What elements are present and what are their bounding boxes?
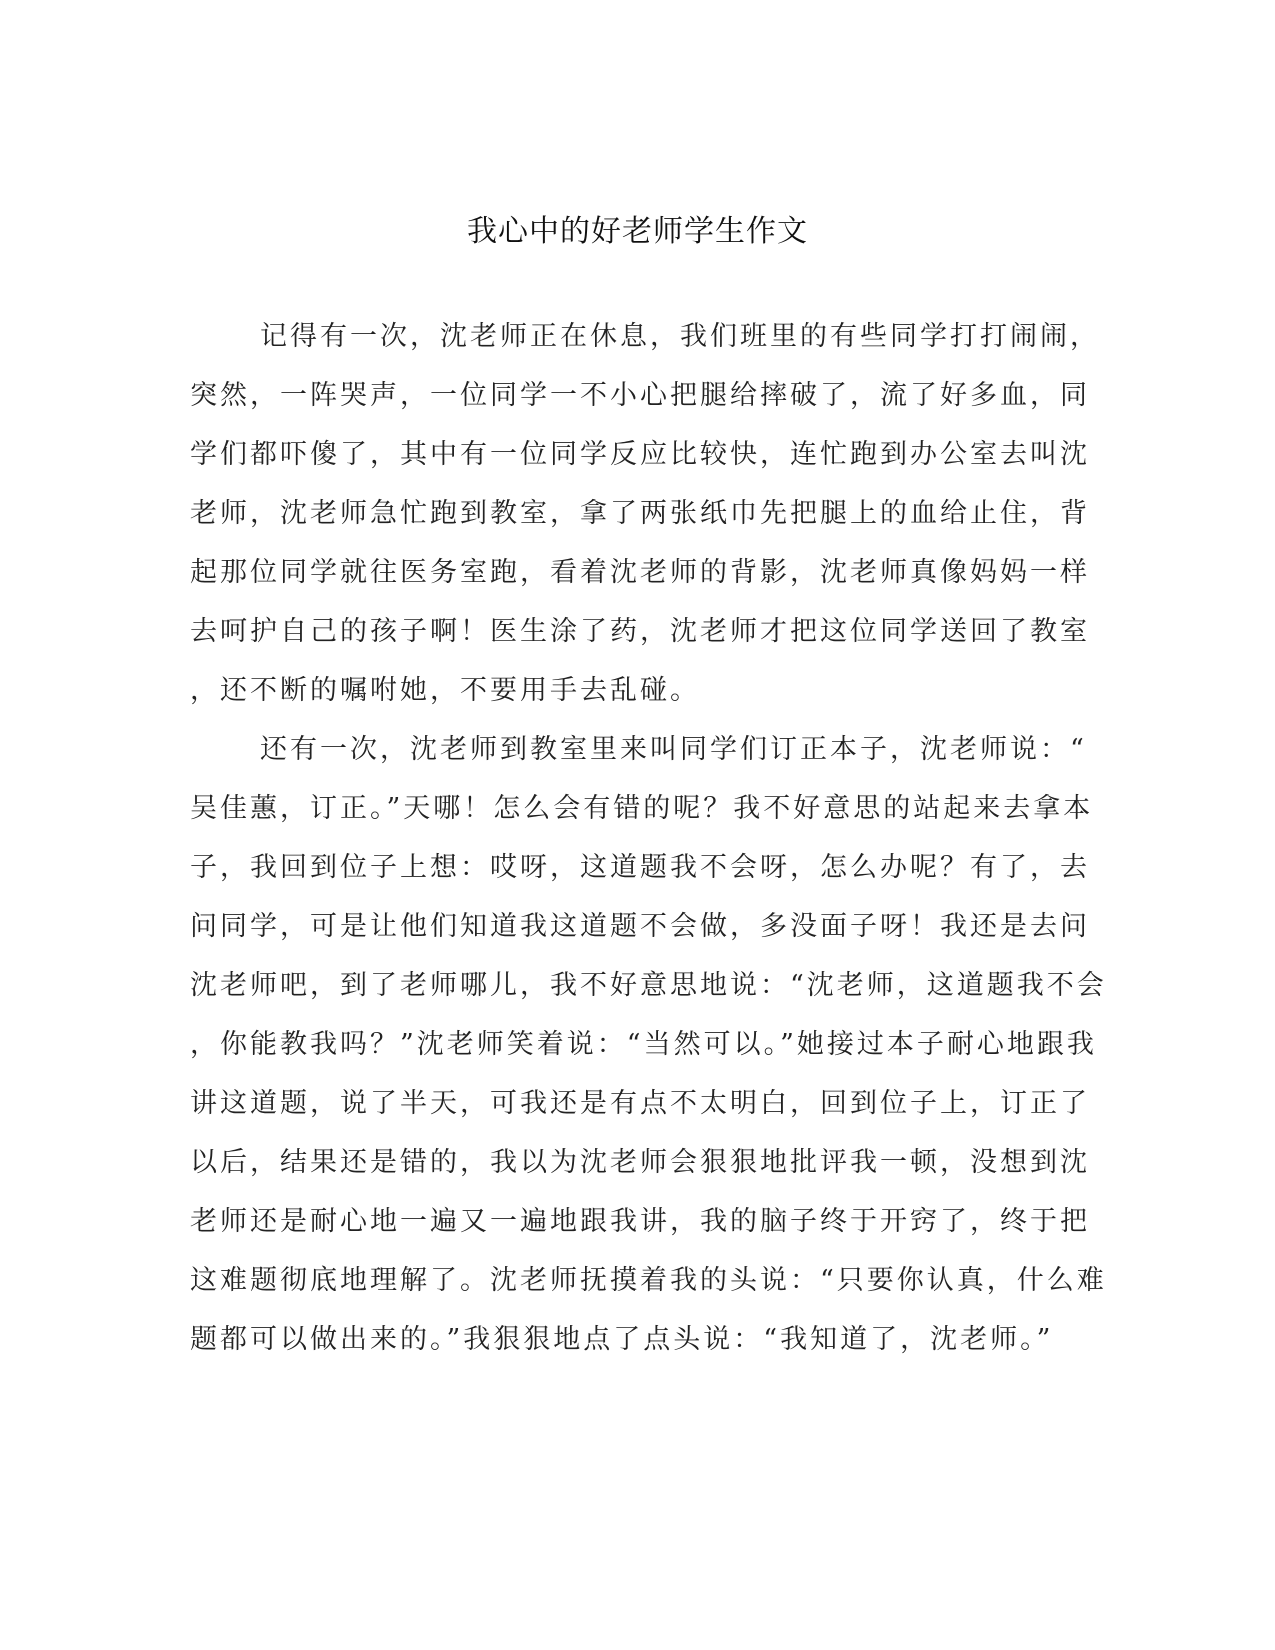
- paragraph-1-line-6: 去呵护自己的孩子啊！医生涂了药，沈老师才把这位同学送回了教室: [190, 616, 1090, 647]
- paragraph-2-line-3: 子，我回到位子上想：哎呀，这道题我不会呀，怎么办呢？有了，去: [190, 852, 1090, 883]
- paragraph-2-line-4: 问同学，可是让他们知道我这道题不会做，多没面子呀！我还是去问: [190, 911, 1090, 942]
- paragraph-2-line-9: 老师还是耐心地一遍又一遍地跟我讲，我的脑子终于开窍了，终于把: [190, 1206, 1090, 1237]
- paragraph-2-line-8: 以后，结果还是错的，我以为沈老师会狠狠地批评我一顿，没想到沈: [190, 1147, 1090, 1178]
- paragraph-1-line-1: 记得有一次，沈老师正在休息，我们班里的有些同学打打闹闹，: [260, 321, 1100, 352]
- paragraph-1-line-3: 学们都吓傻了，其中有一位同学反应比较快，连忙跑到办公室去叫沈: [190, 439, 1090, 470]
- paragraph-1-line-5: 起那位同学就往医务室跑，看着沈老师的背影，沈老师真像妈妈一样: [190, 557, 1090, 588]
- paragraph-2-line-7: 讲这道题，说了半天，可我还是有点不太明白，回到位子上，订正了: [190, 1088, 1090, 1119]
- paragraph-1-line-4: 老师，沈老师急忙跑到教室，拿了两张纸巾先把腿上的血给止住，背: [190, 498, 1090, 529]
- paragraph-1-line-7: ，还不断的嘱咐她，不要用手去乱碰。: [190, 675, 700, 706]
- paragraph-2-line-6: ，你能教我吗？”沈老师笑着说：“当然可以。”她接过本子耐心地跟我: [190, 1029, 1097, 1060]
- paragraph-2-line-11: 题都可以做出来的。”我狠狠地点了点头说：“我知道了，沈老师。”: [190, 1324, 1054, 1355]
- paragraph-2-line-2: 吴佳蕙，订正。”天哪！怎么会有错的呢？我不好意思的站起来去拿本: [190, 793, 1094, 824]
- document-title: 我心中的好老师学生作文: [467, 214, 808, 249]
- paragraph-2-line-10: 这难题彻底地理解了。沈老师抚摸着我的头说：“只要你认真，什么难: [190, 1265, 1107, 1296]
- paragraph-2-line-5: 沈老师吧，到了老师哪儿，我不好意思地说：“沈老师，这道题我不会: [190, 970, 1107, 1001]
- paragraph-1-line-2: 突然，一阵哭声，一位同学一不小心把腿给摔破了，流了好多血，同: [190, 380, 1090, 411]
- paragraph-2-line-1: 还有一次，沈老师到教室里来叫同学们订正本子，沈老师说：“: [260, 734, 1087, 765]
